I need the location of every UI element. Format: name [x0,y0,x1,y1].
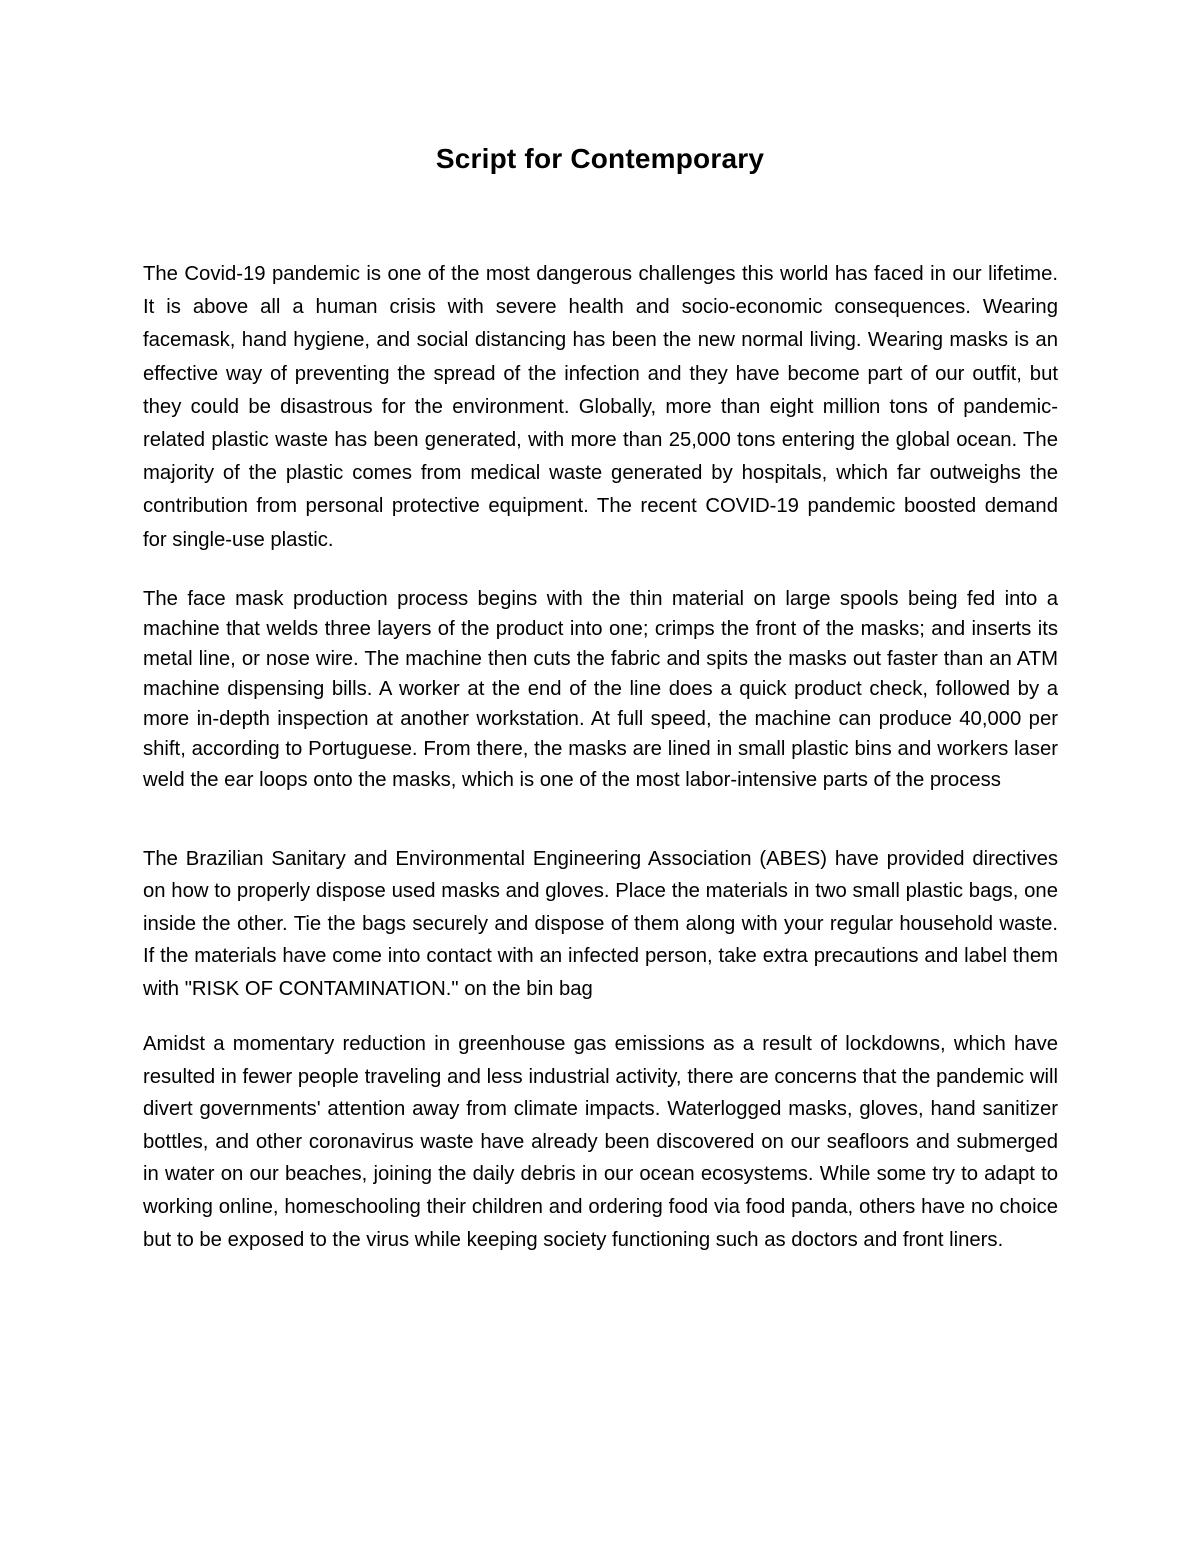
paragraph-mask-production: The face mask production process begins with the thin material on large spools being fed into a machine that welds three layers of the product into one; crimps the front of the masks; and inserts its metal line, or nose wire. The machine then cuts the fabric and spits the masks out faster than an ATM machine dispensing bills. A worker at the end of the line does a quick product check, followed by a more in-depth inspection at another workstation. At full speed, the machine can produce 40,000 per shift, according to Portuguese. From there, the masks are lined in small plastic bins and workers laser weld the ear loops onto the masks, which is one of the most labor-intensive parts of the process [143,588,1058,791]
document-title: Script for Contemporary [435,143,765,174]
paragraph-mask-disposal: The Brazilian Sanitary and Environmental Engineering Association (ABES) have provided directives on how to properly dispose used masks and gloves. Place the materials in two small plastic bags, one inside the other. Tie the bags securely and dispose of them along with your regular household waste. If the materials have come into contact with an infected person, take extra precautions and label them with "RISK OF CONTAMINATION." on the bin bag [143,848,1058,1000]
paragraph-environmental-impact: Amidst a momentary reduction in greenhouse gas emissions as a result of lockdowns, which have resulted in fewer people traveling and less industrial activity, there are concerns that the pandemic will divert governments' attention away from climate impacts. Waterlogged masks, gloves, hand sanitizer bottles, and other coronavirus waste have already been discovered on our seafloors and submerged in water on our beaches, joining the daily debris in our ocean ecosystems. While some try to adapt to working online, homeschooling their children and ordering food via food panda, others have no choice but to be exposed to the virus while keeping society functioning such as doctors and front liners. [143,1033,1058,1251]
paragraph-covid-pandemic: The Covid-19 pandemic is one of the most dangerous challenges this world has faced in our lifetime. It is above all a human crisis with severe health and socio-economic consequences. Wearing facemask, hand hygiene, and social distancing has been the new normal living. Wearing masks is an effective way of preventing the spread of the infection and they have become part of our outfit, but they could be disastrous for the environment. Globally, more than eight million tons of pandemic-related plastic waste has been generated, with more than 25,000 tons entering the global ocean. The majority of the plastic comes from medical waste generated by hospitals, which far outweighs the contribution from personal protective equipment. The recent COVID-19 pandemic boosted demand for single-use plastic. [143,263,1058,551]
